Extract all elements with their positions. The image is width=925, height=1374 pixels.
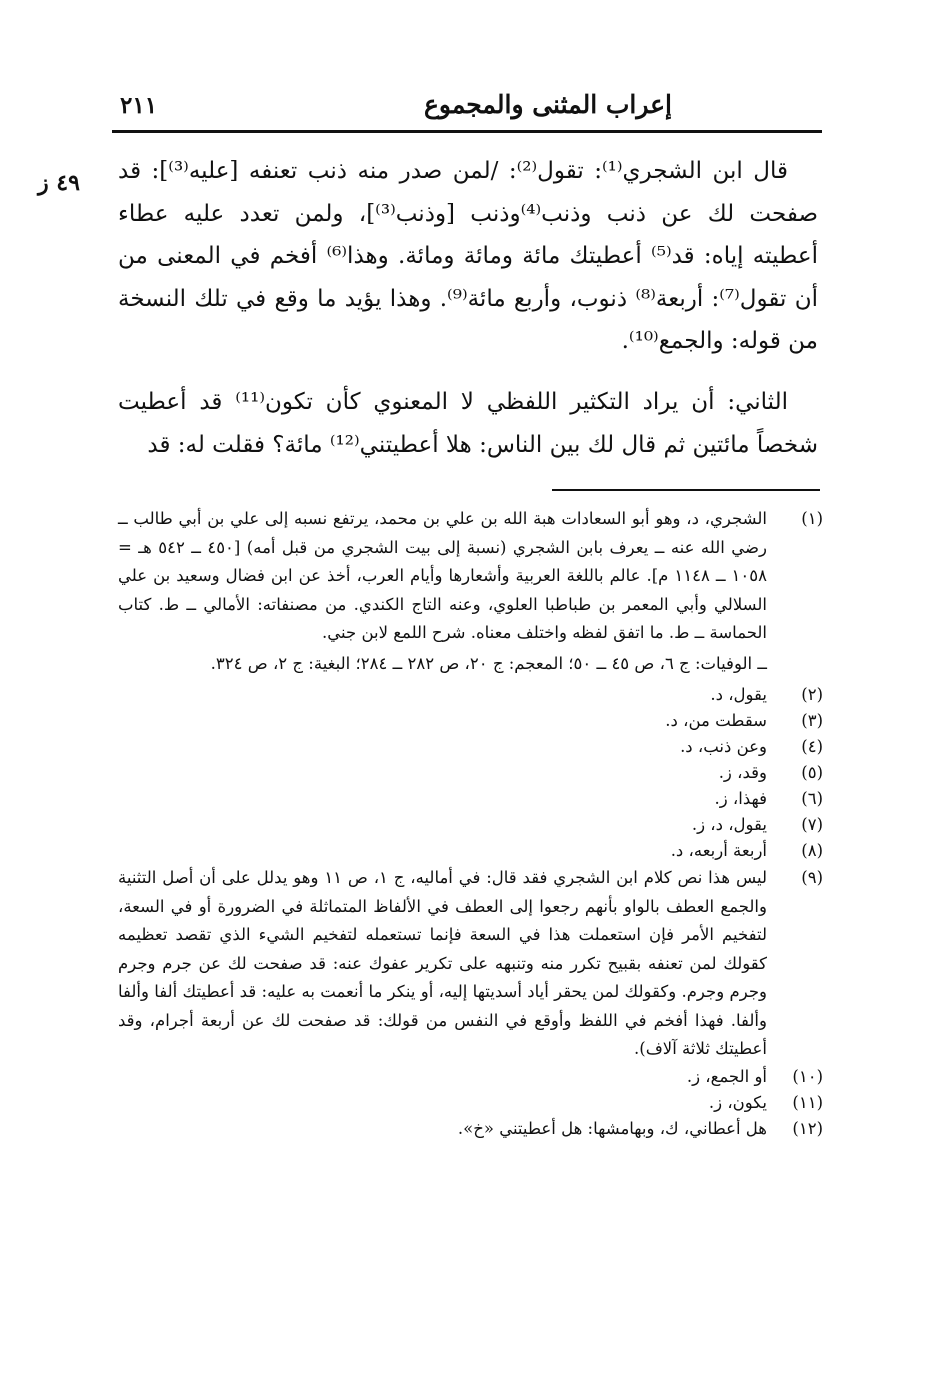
footnote — [118, 864, 823, 1064]
footnote-number: (٧) — [801, 815, 823, 834]
footnote-text: هل أعطاني، ك، وبهامشها: هل أعطيتني «خ». — [457, 1118, 767, 1138]
footnote — [118, 734, 823, 760]
running-header — [112, 88, 822, 132]
footnote — [118, 1064, 823, 1090]
footnote-text: وقد، ز. — [718, 763, 767, 782]
footnote — [118, 812, 823, 838]
footnote — [118, 838, 823, 864]
footnote-references: ــ الوفيات: ج ٦، ص ٤٥ ــ ٥٠؛ المعجم: ج ٢٠، ص ٢٨٢ ــ ٢٨٤؛ البغية: ج ٢، ص ٣٢٤. — [210, 653, 767, 673]
manuscript-folio-note: ٤٩ ز — [38, 170, 80, 196]
footnote-text: سقطت من، د. — [665, 711, 767, 730]
footnotes — [118, 505, 823, 1142]
footnote — [118, 1090, 823, 1116]
footnote-separator — [552, 489, 820, 491]
footnote-number: (٢) — [801, 685, 823, 704]
footnote — [118, 682, 823, 708]
footnote-number: (٣) — [801, 711, 823, 730]
footnote-number: (١٠) — [792, 1066, 823, 1086]
main-text — [118, 150, 818, 466]
footnote-number: (٤) — [801, 737, 823, 756]
footnote-text: يقول، د، ز. — [691, 815, 767, 834]
footnote-number: (٨) — [801, 841, 823, 860]
footnote — [118, 1116, 823, 1142]
footnote-number: (٦) — [801, 789, 823, 808]
footnote — [118, 708, 823, 734]
footnote-text: وعن ذنب، د. — [680, 737, 767, 756]
footnote-number: (٩) — [801, 868, 823, 887]
chapter-title: إعراب المثنى والمجموع — [424, 90, 672, 119]
main-paragraph: الثاني: أن يراد التكثير اللفظي لا المعنوي كأن تكون⁽¹¹⁾ قد أعطيت شخصاً مائتين ثم قال لك بين الناس: هلا أعطيتني⁽¹²⁾ مائة؟ فقلت له: قد — [118, 388, 818, 458]
footnote — [118, 760, 823, 786]
main-paragraph: قال ابن الشجري⁽¹⁾: تقول⁽²⁾: /لمن صدر منه ذنب تعنفه [عليه⁽³⁾]: قد صفحت لك عن ذنب وذنب⁽⁴⁾وذنب [وذنب⁽³⁾]، ولمن تعدد عليه عطاء أعطيته إياه: قد⁽⁵⁾ أعطيتك مائة ومائة ومائة. وهذا⁽⁶⁾ أفخم في المعنى من أن تقول⁽⁷⁾: أربعة⁽⁸⁾ ذنوب، وأربع مائة⁽⁹⁾. وهذا يؤيد ما وقع في تلك النسخة من قوله: والجمع⁽¹⁰⁾. — [118, 158, 819, 355]
footnote-text: أو الجمع، ز. — [686, 1066, 767, 1086]
footnote-number: (١١) — [792, 1092, 823, 1112]
page-number: ٢١١ — [120, 92, 158, 119]
footnote-text: يكون، ز. — [708, 1092, 767, 1112]
footnote-text: ليس هذا نص كلام ابن الشجري فقد قال: في أماليه، ج ١، ص ١١ وهو يدلل على أن أصل التثنية والجمع العطف بالواو بأنهم رجعوا إلى العطف في الألفاظ المتماثلة في الضرورة أو في السعة، لتفخيم الأمر فإن استعملت هذا في السعة فإنما تستعمله لتفخيم الشيء الذي تقصد تعظيمه كقولك لمن تعنفه بقبيح تكرر منه وتنبهه على تكرير عفوك عنه: قد صفحت لك عن جرم وجرم وجرم وجرم. وكقولك لمن يحقر أياد أسديتها إليه، أو ينكر ما أنعمت به عليه: قد أعطيتك ألفا وألفا وألفا. فهذا أفخم في اللفظ وأوقع في النفس من قولك: قد صفحت لك عن أربعة أجرام، وقد أعطيتك ثلاثة آلاف). — [118, 868, 768, 1058]
footnote — [118, 786, 823, 812]
footnote-number: (١٢) — [792, 1118, 823, 1138]
footnote-text: الشجري، د، وهو أبو السعادات هبة الله بن علي بن محمد، يرتفع نسبه إلى علي بن أبي طالب ــ رضي الله عنه ــ يعرف بابن الشجري (نسبة إلى بيت الشجري من قبل أمه) [٤٥٠ ــ ٥٤٢ هـ = ١٠٥٨ ــ ١١٤٨ م]. عالم باللغة العربية وأشعارها وأيام العرب، أخذ عن ابن فضال وسعيد بن علي السلالي وأبي المعمر بن طباطبا العلوي، وعنه التاج الكندي. من مصنفاته: الأمالي ــ ط. كتاب الحماسة ــ ط. ما اتفق لفظه واختلف معناه. شرح اللمع لابن جني. — [118, 509, 767, 642]
footnote-text: فهذا، ز. — [714, 789, 767, 808]
header-rule — [112, 130, 822, 133]
footnote-number: (٥) — [801, 763, 823, 782]
footnote-number: (١) — [801, 509, 823, 528]
footnote — [118, 505, 823, 678]
footnote-text: يقول، د. — [710, 685, 767, 704]
footnote-text: أربعة أربعه، د. — [670, 841, 767, 860]
